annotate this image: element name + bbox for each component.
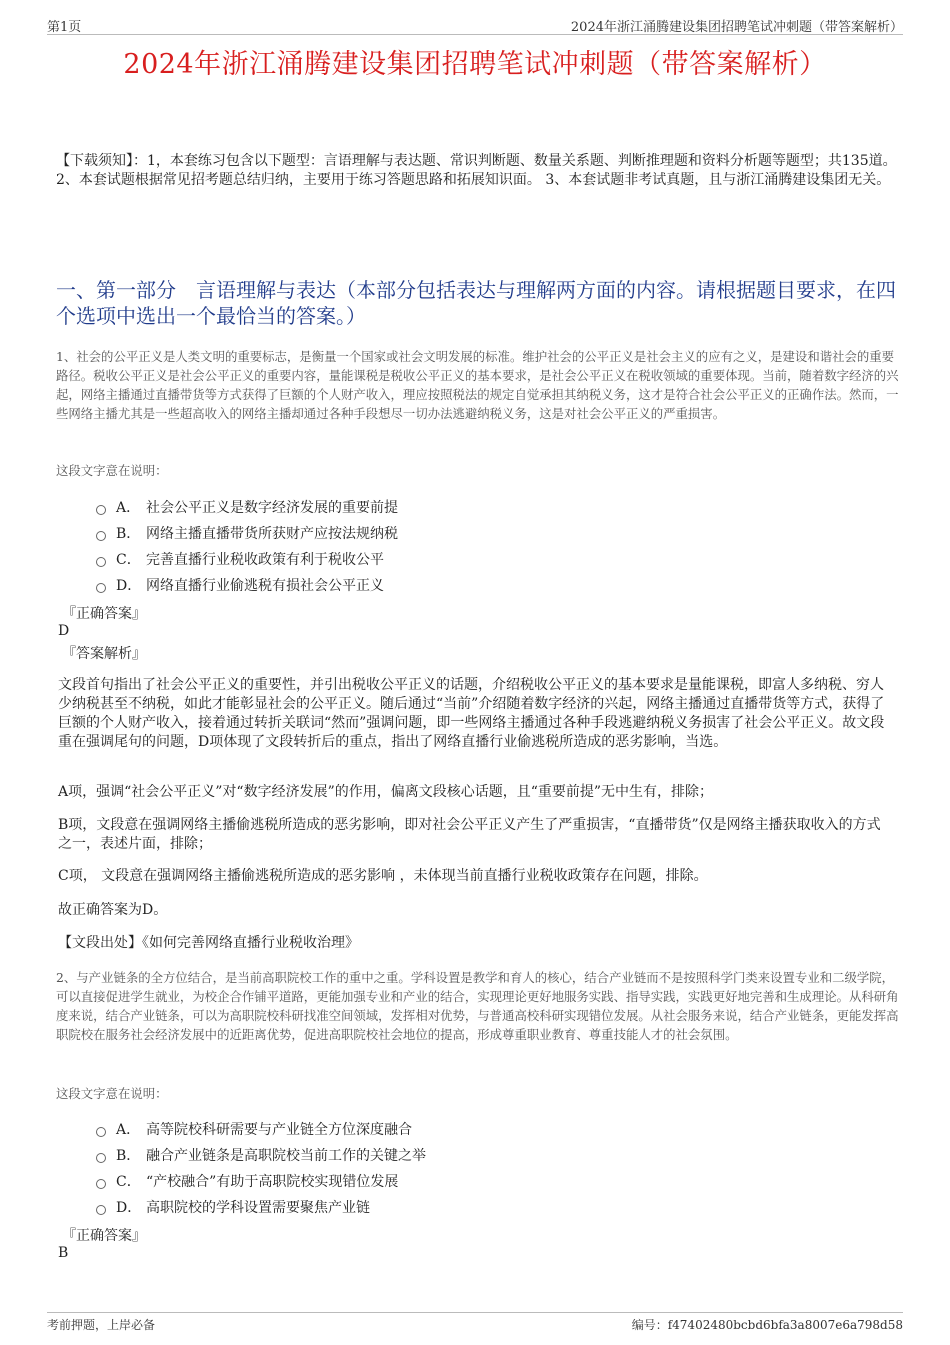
option-a[interactable]: A． 社会公平正义是数字经济发展的重要前提 [96, 494, 796, 520]
correct-answer: D [58, 623, 70, 639]
header-doc-title: 2024年浙江涌腾建设集团招聘笔试冲刺题（带答案解析） [570, 20, 903, 35]
analysis-paragraph: 文段首句指出了社会公平正义的重要性，并引出税收公平正义的话题，介绍税收公平正义的基本要求是量能课税，即富人多纳税、穷人少纳税甚至不纳税，如此才能彰显社会的公平正义。随后通过“当前”介绍随着数字经济的兴起，网络主播通过直播带货等方式，获得了巨额的个人财产收入，接着通过转折关联词“然而”强调问题，即一些网络主播通过各种手段逃避纳税义务损害了社会公平正义。故文段重在强调尾句的问题，D项体现了文段转折后的重点，指出了网络直播行业偷逃税所造成的恶劣影响，当选。 [58, 677, 885, 750]
question-2-stem: 这段文字意在说明： [56, 1086, 168, 1101]
radio-icon[interactable] [96, 505, 106, 515]
option-d[interactable]: D． 网络直播行业偷逃税有损社会公平正义 [96, 572, 796, 598]
page-number: 第1页 [47, 20, 82, 35]
document-title: 2024年浙江涌腾建设集团招聘笔试冲刺题（带答案解析） [123, 49, 827, 80]
question-2-options [96, 1116, 796, 1220]
document-id: 编号：f47402480bcbd6bfa3a8007e6a798d58 [631, 1318, 903, 1332]
radio-icon[interactable] [96, 1205, 106, 1215]
analysis-label: 『答案解析』 [62, 646, 146, 662]
analysis-paragraph: C项， 文段意在强调网络主播偷逃税所造成的恶劣影响 ，未体现当前直播行业税收政策存在问题，排除。 [58, 868, 708, 884]
correct-answer: B [58, 1245, 69, 1261]
question-2-passage: 2、与产业链条的全方位结合，是当前高职院校工作的重中之重。学科设置是教学和育人的核心，结合产业链而不是按照科学门类来设置专业和二级学院，可以直接促进学生就业，为校企合作铺平道路，更能加强专业和产业的结合，实现理论更好地服务实践、指导实践，实践更好地完善和生成理论。从科研角度来说，结合产业链条，可以为高职院校科研找准空间领域，发挥相对优势，与普通高校科研实现错位发展。从社会服务来说，结合产业链条，更能发挥高职院校在服务社会经济发展中的近距离优势，促进高职院校社会地位的提高，形成尊重职业教育、尊重技能人才的社会氛围。 [56, 970, 899, 1042]
option-c[interactable]: C． “产校融合”有助于高职院校实现错位发展 [96, 1168, 796, 1194]
download-notice: 【下载须知】：1，本套练习包含以下题型：言语理解与表达题、常识判断题、数量关系题、判断推理题和资料分析题等题型；共135道。 2、本套试题根据常见招考题总结归纳，主要用于练习答题思路和拓展知识面。 3、本套试题非考试真题，且与浙江涌腾建设集团无关。 [56, 153, 897, 188]
radio-icon[interactable] [96, 557, 106, 567]
analysis-paragraph: B项，文段意在强调网络主播偷逃税所造成的恶劣影响，即对社会公平正义产生了严重损害，“直播带货”仅是网络主播获取收入的方式之一，表述片面，排除； [58, 817, 881, 852]
analysis-paragraph: A项，强调“社会公平正义”对“数字经济发展”的作用，偏离文段核心话题，且“重要前提”无中生有，排除； [58, 784, 714, 800]
radio-icon[interactable] [96, 1179, 106, 1189]
correct-answer-label: 『正确答案』 [62, 1228, 146, 1244]
option-b[interactable]: B． 网络主播直播带货所获财产应按法规纳税 [96, 520, 796, 546]
analysis-paragraph: 故正确答案为D。 [58, 902, 168, 918]
radio-icon[interactable] [96, 583, 106, 593]
correct-answer-label: 『正确答案』 [62, 606, 146, 622]
option-b[interactable]: B． 融合产业链条是高职院校当前工作的关键之举 [96, 1142, 796, 1168]
question-1-options [96, 494, 796, 598]
question-1-passage: 1、社会的公平正义是人类文明的重要标志，是衡量一个国家或社会文明发展的标准。维护社会的公平正义是社会主义的应有之义，是建设和谐社会的重要路径。税收公平正义是社会公平正义的重要内容，量能课税是税收公平正义的基本要求，是社会公平正义在税收领域的重要体现。当前，随着数字经济的兴起，网络主播通过直播带货等方式获得了巨额的个人财产收入，理应按照税法的规定自觉承担其纳税义务，这才是符合社会公平正义的正确作法。然而，一些网络主播尤其是一些超高收入的网络主播却通过各种手段想尽一切办法逃避纳税义务，这是对社会公平正义的严重损害。 [56, 349, 899, 421]
page-header [47, 14, 903, 35]
radio-icon[interactable] [96, 531, 106, 541]
footer-slogan: 考前押题，上岸必备 [47, 1318, 156, 1332]
section-heading: 一、第一部分 言语理解与表达（本部分包括表达与理解两方面的内容。请根据题目要求，在四个选项中选出一个最恰当的答案。） [56, 278, 896, 328]
question-1-stem: 这段文字意在说明： [56, 463, 168, 478]
source-citation: 【文段出处】《如何完善网络直播行业税收治理》 [58, 935, 359, 951]
option-d[interactable]: D． 高职院校的学科设置需要聚焦产业链 [96, 1194, 796, 1220]
radio-icon[interactable] [96, 1127, 106, 1137]
option-c[interactable]: C． 完善直播行业税收政策有利于税收公平 [96, 546, 796, 572]
option-a[interactable]: A． 高等院校科研需要与产业链全方位深度融合 [96, 1116, 796, 1142]
page-footer [47, 1312, 903, 1333]
radio-icon[interactable] [96, 1153, 106, 1163]
